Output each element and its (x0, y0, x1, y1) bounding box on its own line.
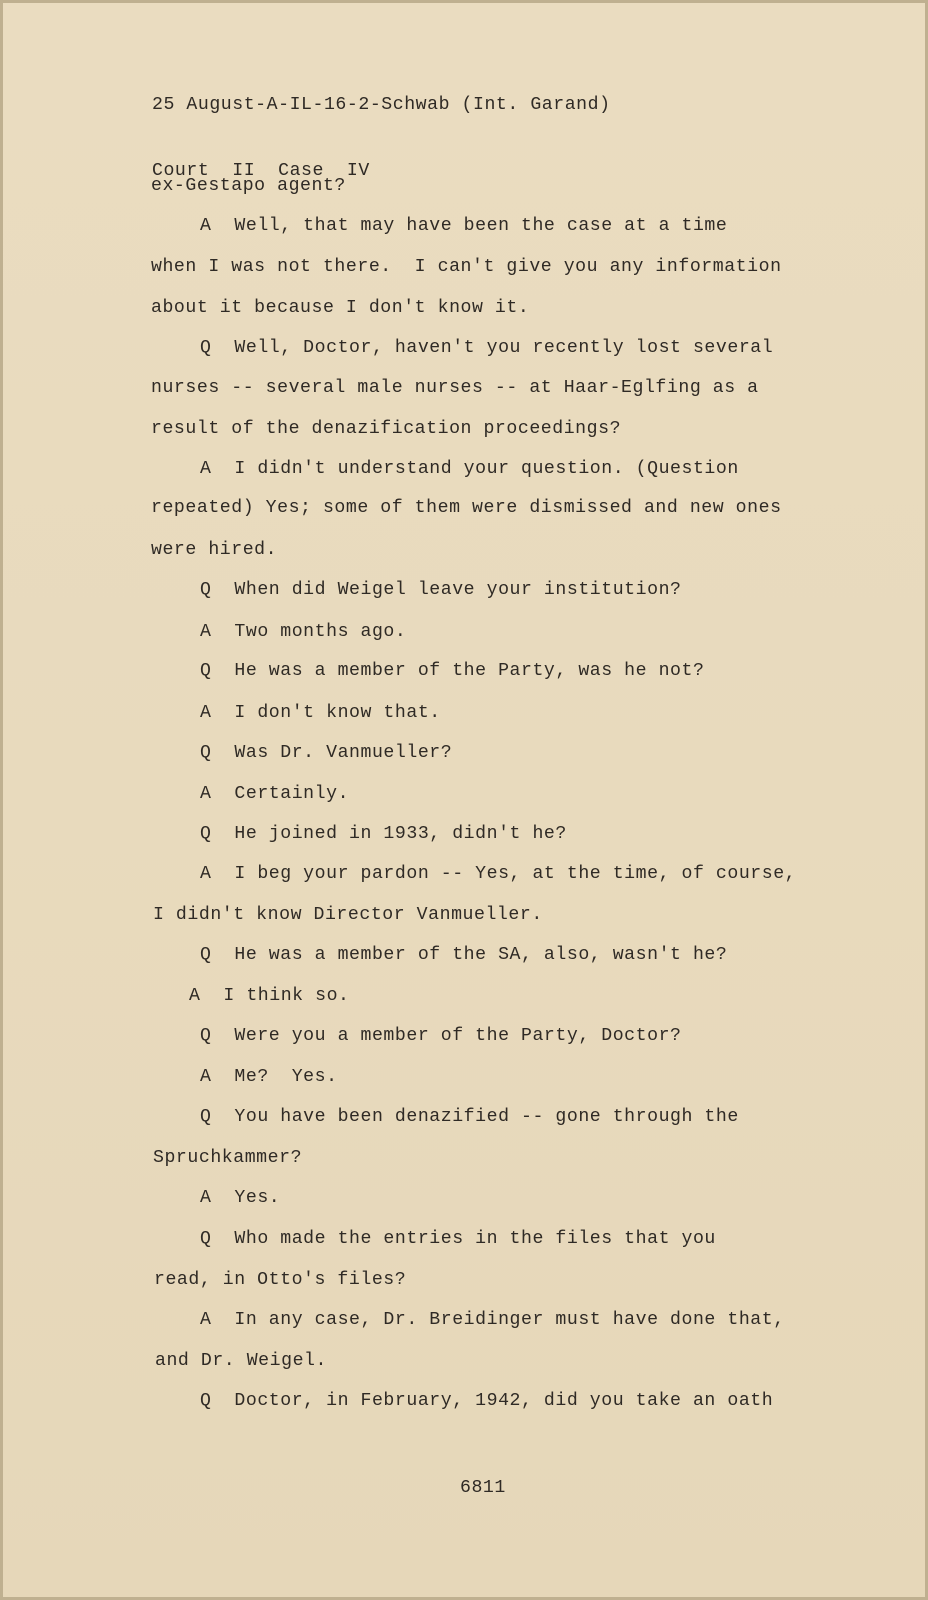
transcript-line: A I beg your pardon -- Yes, at the time, of course, (200, 864, 797, 884)
transcript-line: nurses -- several male nurses -- at Haar-Eglfing as a (151, 378, 759, 398)
transcript-line: A Yes. (200, 1188, 281, 1208)
transcript-line: Q Doctor, in February, 1942, did you take an oath (200, 1391, 774, 1411)
transcript-line: Q Was Dr. Vanmueller? (200, 743, 453, 763)
transcript-line: A Two months ago. (200, 622, 407, 642)
transcript-line: result of the denazification proceedings? (151, 419, 622, 439)
header-court-line: Court II Case IV (152, 161, 370, 181)
transcript-line: I didn't know Director Vanmueller. (153, 905, 543, 925)
transcript-line: Q He joined in 1933, didn't he? (200, 824, 567, 844)
transcript-line: Q He was a member of the Party, was he not? (200, 661, 705, 681)
header-session-line: 25 August-A-IL-16-2-Schwab (Int. Garand) (152, 95, 611, 115)
transcript-line: A In any case, Dr. Breidinger must have done that, (200, 1310, 785, 1330)
transcript-line: Spruchkammer? (153, 1148, 303, 1168)
transcript-line: Q Well, Doctor, haven't you recently lost several (200, 338, 774, 358)
transcript-line: were hired. (151, 540, 278, 560)
transcript-line: A Certainly. (200, 784, 350, 804)
transcript-line: ex-Gestapo agent? (151, 176, 346, 196)
transcript-line: A Well, that may have been the case at a time (200, 216, 728, 236)
transcript-line: when I was not there. I can't give you any information (151, 257, 782, 277)
transcript-line: repeated) Yes; some of them were dismissed and new ones (151, 498, 782, 518)
transcript-line: about it because I don't know it. (151, 298, 530, 318)
transcript-line: Q He was a member of the SA, also, wasn't he? (200, 945, 728, 965)
transcript-line: read, in Otto's files? (154, 1270, 407, 1290)
transcript-line: and Dr. Weigel. (155, 1351, 327, 1371)
transcript-line: A I didn't understand your question. (Question (200, 459, 739, 479)
transcript-line: Q Were you a member of the Party, Doctor? (200, 1026, 682, 1046)
transcript-line: A Me? Yes. (200, 1067, 338, 1087)
document-header (152, 50, 611, 226)
transcript-line: Q When did Weigel leave your institution? (200, 580, 682, 600)
page-number: 6811 (460, 1478, 506, 1498)
transcript-line: A I don't know that. (200, 703, 441, 723)
transcript-line: A I think so. (189, 986, 350, 1006)
transcript-line: Q You have been denazified -- gone through the (200, 1107, 739, 1127)
transcript-line: Q Who made the entries in the files that you (200, 1229, 716, 1249)
